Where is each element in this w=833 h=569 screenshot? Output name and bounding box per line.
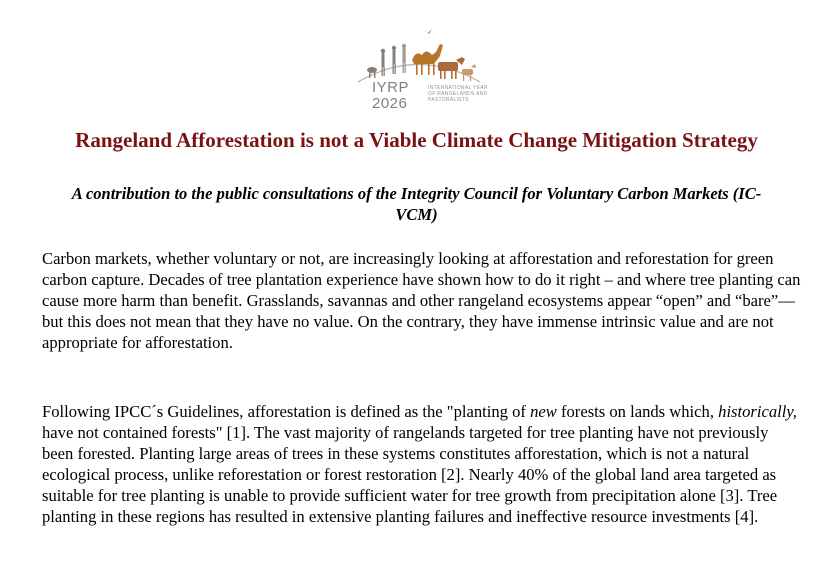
iyrp-logo (350, 22, 488, 114)
emphasis-historically: historically, (718, 402, 797, 421)
paragraph-intro: Carbon markets, whether voluntary or not, are increasingly looking at afforestation and reforestation for green carbon capture. Decades of tree plantation experience have shown how to do it right – and where tree planting can cause more harm than benefit. Grasslands, savannas and other rangeland ecosystems appear “open” and “bare”— but this does not mean that they have no value. On the contrary, they have immense intrinsic value and are not appropriate for afforestation. (42, 249, 801, 352)
page-title: Rangeland Afforestation is not a Viable Climate Change Mitigation Strategy (75, 128, 758, 152)
logo-wordmark (372, 80, 409, 112)
logo-caption: INTERNATIONAL YEAR OF RANGELANDS AND PASTORALISTS (428, 85, 488, 103)
paragraph-definition (42, 401, 802, 527)
page-subtitle: A contribution to the public consultations of the Integrity Council for Voluntary Carbon Markets (IC-VCM) (71, 184, 762, 224)
logo-year: 2026 (372, 95, 408, 112)
paragraph-text: Following IPCC´s Guidelines, afforestation is defined as the "planting of (42, 402, 531, 421)
emphasis-new: new (530, 402, 557, 421)
paragraph-text: have not contained forests" [1]. The vast majority of rangelands targeted for tree planting have not previously been forested. Planting large areas of trees in these systems constitutes afforestation, which is not a natural ecological process, unlike reforestation or forest restoration [2]. Nearly 40% of the global land area targeted as suitable for tree planting is unable to provide sufficient water for tree growth from precipitation alone [3]. Tree planting in these regions has resulted in extensive planting failures and ineffective resource investments [4]. (42, 423, 778, 526)
logo-acronym: IYRP (372, 79, 410, 96)
paragraph-text: forests on lands which, (556, 402, 719, 421)
